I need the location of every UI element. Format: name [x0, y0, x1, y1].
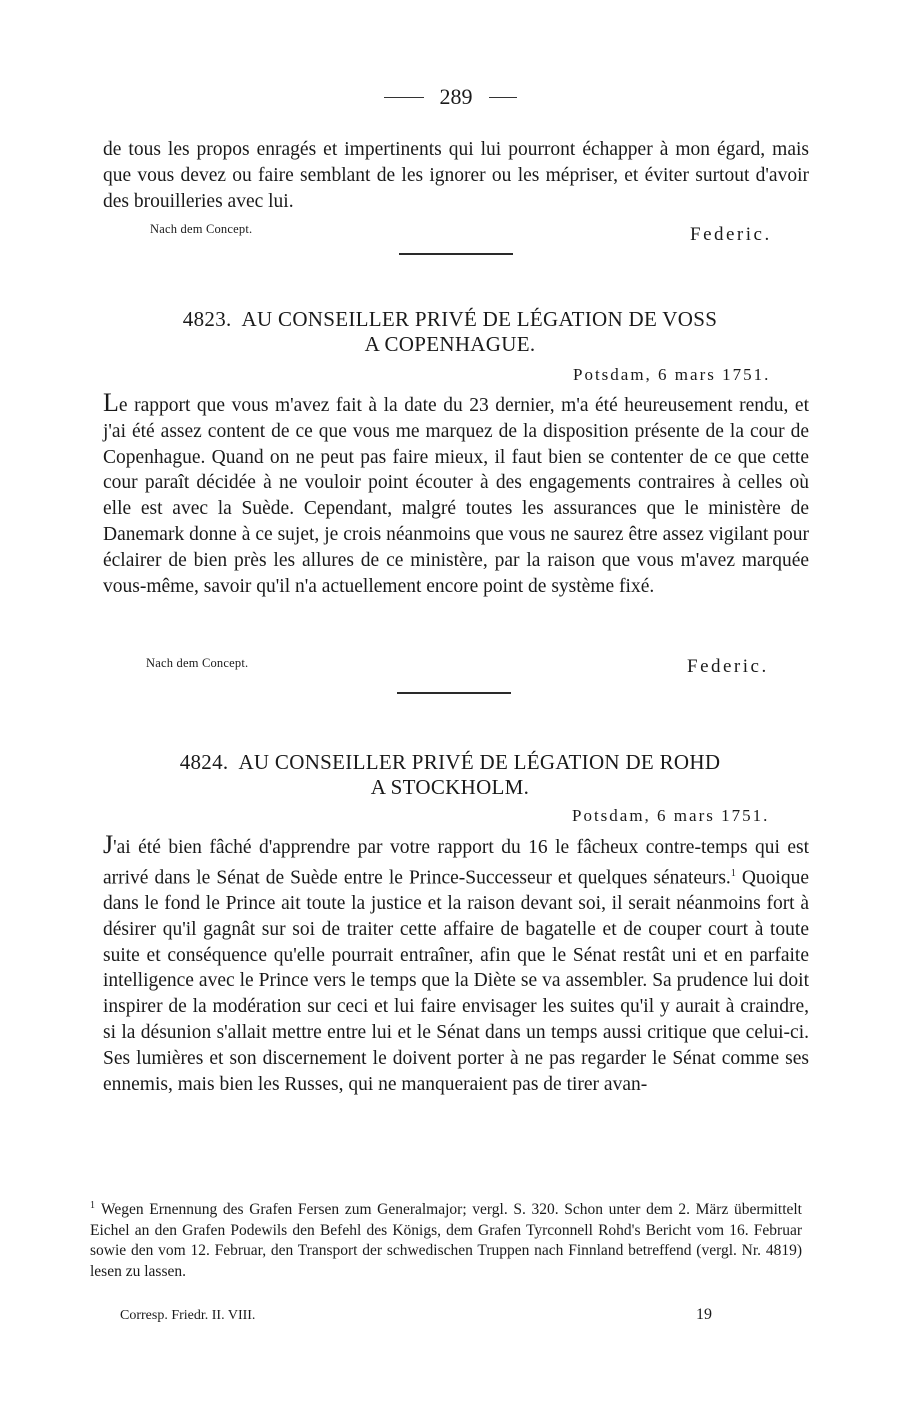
letter-date: Potsdam, 6 mars 1751. [573, 365, 771, 384]
header-rule-left [384, 97, 424, 98]
source-line: Corresp. Friedr. II. VIII. [120, 1308, 256, 1323]
letter-place: A COPENHAGUE. [364, 332, 536, 356]
page-header [0, 84, 900, 110]
letter-date: Potsdam, 6 mars 1751. [572, 806, 770, 825]
section-separator [397, 692, 511, 694]
letter-body [103, 390, 809, 599]
letter-body-text: e rapport que vous m'avez fait à la date du 23 dernier, m'a été heureusement rendu, et j'ai été assez content de ce que vous me marquez de la disposition présente de la cour de Copenhague. Quand on ne peut pas faire mieux, il faut bien se contenter de ce que cette cour paraît décidée à ne vouloir point écouter à des engagements contraires à celles où elle est avec la Suède. Cependant, malgré toutes les assurances que le ministère de Danemark donne à ce sujet, je crois néanmoins que vous ne saurez être assez vigilant pour éclairer de bien près les allures de ce ministère, par la raison que vous m'avez marquée vous-même, savoir qu'il n'a actuellement encore point de système fixé. [103, 395, 809, 597]
footnote-reference[interactable]: 1 [730, 867, 736, 879]
signature-mark: 19 [696, 1306, 712, 1323]
footnote-text: Wegen Ernennung des Grafen Fersen zum Generalmajor; vergl. S. 320. Schon unter dem 2. März übermittelt Eichel an den Grafen Podewils den Befehl des Königs, dem Grafen Tyrconnell Rohd's Bericht vom 16. Februar sowie den vom 12. Februar, den Transport der schwedischen Truppen nach Finnland betreffend (vergl. Nr. 4819) lesen zu lassen. [90, 1201, 802, 1280]
letter-number: 4824. [179, 750, 229, 774]
concept-note: Nach dem Concept. [150, 222, 253, 236]
header-rule-right [489, 97, 517, 98]
letter-number: 4823. [182, 307, 232, 331]
letter-body-text: 'ai été bien fâché d'apprendre par votre rapport du 16 le fâcheux contre-temps qui est arrivé dans le Sénat de Suède entre le Prince-Successeur et quelques sénateurs. [103, 837, 809, 889]
footnote [90, 1196, 802, 1282]
letter-addressee: AU CONSEILLER PRIVÉ DE LÉGATION DE VOSS [241, 307, 718, 331]
previous-letter-text: de tous les propos enragés et impertinents qui lui pourront échapper à mon égard, mais que vous devez ou faire semblant de les ignorer ou les mépriser, et éviter surtout d'avoir des brouilleries avec lui. [103, 139, 809, 212]
footnote-mark: 1 [90, 1200, 95, 1211]
letter-body-text-continued: Quoique dans le fond le Prince ait toute la justice et la raison devant soi, il serait néanmoins fort à désirer qu'il gagnât sur soi de traiter cette affaire de bagatelle et de couper court à toute suite et conséquence qu'elle pourrait entraîner, afin que le Sénat restât uni et en parfaite intelligence avec le Prince vers le temps que la Diète se va assembler. Sa prudence lui doit inspirer de la modération sur ceci et lui faire envisager les suites qu'il y aurait à craindre, si la désunion s'allait mettre entre lui et le Sénat dans un temps aussi critique que celui-ci. Ses lumières et son discernement le doivent porter à ne pas regarder le Sénat comme ses ennemis, mais bien les Russes, qui ne manqueraient pas de tirer avan- [103, 867, 809, 1095]
letter-body [103, 832, 809, 1172]
drop-cap: J [103, 832, 114, 859]
letter-heading [0, 307, 900, 357]
letter-place: A STOCKHOLM. [370, 775, 530, 799]
page-number: 289 [439, 84, 473, 109]
signature: Federic. [690, 224, 772, 245]
letter-addressee: AU CONSEILLER PRIVÉ DE LÉGATION DE ROHD [238, 750, 721, 774]
drop-cap: L [103, 388, 119, 417]
signature: Federic. [687, 656, 769, 677]
section-separator [399, 253, 513, 255]
concept-note: Nach dem Concept. [146, 656, 249, 670]
letter-heading [0, 750, 900, 800]
